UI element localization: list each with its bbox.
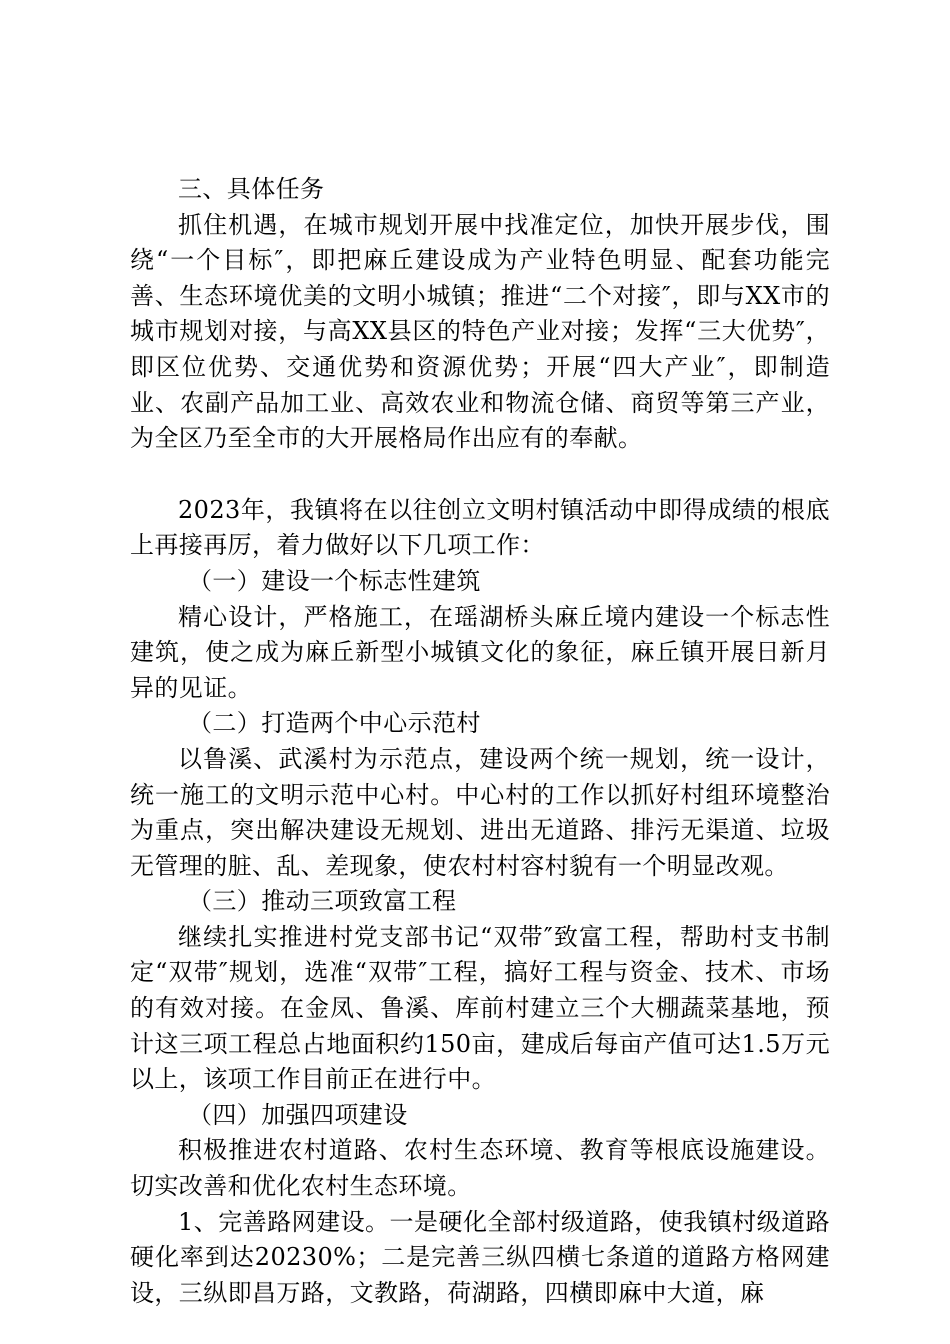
item-1-heading: （一）建设一个标志性建筑 <box>188 566 481 595</box>
item-4-heading: （四）加强四项建设 <box>188 1100 408 1129</box>
intro-paragraph: 抓住机遇，在城市规划开展中找准定位，加快开展步伐，围绕“一个目标″，即把麻丘建设成为产业特色明显、配套功能完善、生态环境优美的文明小城镇；推进“二个对接″，即与XX市的城市规划对接，与高XX县区的特色产业对接；发挥“三大优势″，即区位优势、交通优势和资源优势；开展“四大产业″，即制造业、农副产品加工业、高效农业和物流仓储、商贸等第三产业，为全区乃至全市的大开展格局作出应有的奉献。 <box>130 210 830 453</box>
item-2-body: 以鲁溪、武溪村为示范点，建设两个统一规划，统一设计，统一施工的文明示范中心村。中心村的工作以抓好村组环境整治为重点，突出解决建设无规划、进出无道路、排污无渠道、垃圾无管理的脏、乱、差现象，使农村村容村貌有一个明显改观。 <box>130 744 830 880</box>
section-heading: 三、具体任务 <box>178 175 325 203</box>
document-body <box>130 172 830 1311</box>
item-2-heading: （二）打造两个中心示范村 <box>188 709 481 738</box>
item-1-body: 精心设计，严格施工，在瑶湖桥头麻丘境内建设一个标志性建筑，使之成为麻丘新型小城镇文化的象征，麻丘镇开展日新月异的见证。 <box>130 602 830 702</box>
point-1-paragraph: 1、完善路网建设。一是硬化全部村级道路，使我镇村级道路硬化率到达20230%；二是完善三纵四横七条道的道路方格网建设，三纵即昌万路，文教路，荷湖路，四横即麻中大道，麻 <box>130 1207 830 1307</box>
item-3-body: 继续扎实推进村党支部书记“双带″致富工程，帮助村支书制定“双带″规划，选准“双带″工程，搞好工程与资金、技术、市场的有效对接。在金凤、鲁溪、库前村建立三个大棚蔬菜基地，预计这三项工程总占地面积约150亩，建成后每亩产值可达1.5万元以上，该项工作目前正在进行中。 <box>130 922 830 1094</box>
item-4-body: 积极推进农村道路、农村生态环境、教育等根底设施建设。切实改善和优化农村生态环境。 <box>130 1136 830 1201</box>
year-intro-paragraph: 2023年，我镇将在以往创立文明村镇活动中即得成绩的根底上再接再厉，着力做好以下几项工作： <box>130 495 830 560</box>
item-3-heading: （三）推动三项致富工程 <box>188 887 457 916</box>
